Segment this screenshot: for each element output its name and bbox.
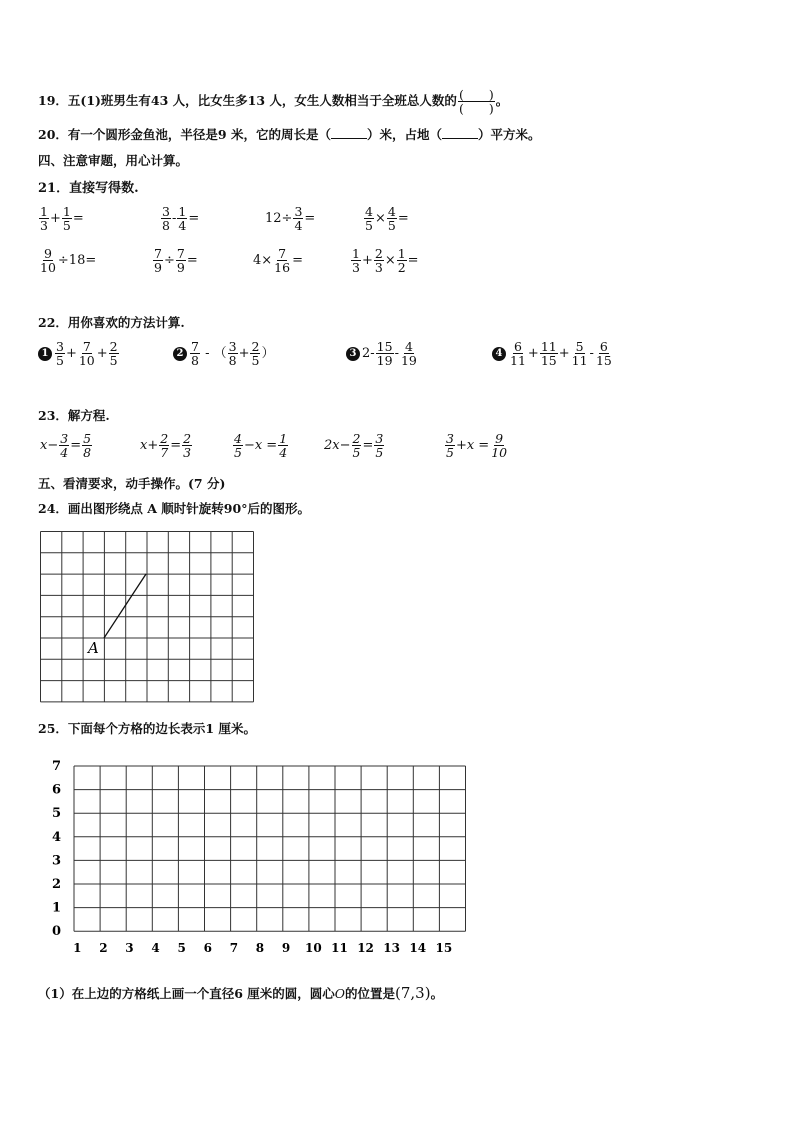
section-4-heading: 四、注意审题，用心计算。	[38, 153, 189, 168]
question-23-title: 23．解方程.	[38, 408, 110, 423]
math-operator: 2-	[362, 346, 375, 361]
numerator: 1	[352, 246, 360, 261]
shape-segment	[104, 574, 146, 638]
q23-eq-5	[444, 432, 509, 459]
q21-item	[265, 205, 315, 232]
numerator: 4	[234, 431, 242, 446]
item-number-badge: 4	[492, 347, 506, 361]
numerator: 2	[109, 339, 118, 354]
fraction	[153, 247, 163, 274]
x-axis-label: 3	[125, 941, 134, 955]
fraction	[397, 247, 407, 274]
math-operator: 4×	[253, 253, 273, 268]
numerator: 9	[495, 431, 504, 446]
numerator: 5	[83, 431, 92, 446]
numerator: 3	[446, 431, 454, 446]
numerator: 9	[43, 246, 52, 261]
math-operator: -	[589, 346, 594, 361]
denominator: 5	[387, 218, 396, 233]
q23-eq-4	[324, 432, 385, 459]
numerator: 3	[228, 339, 237, 354]
numerator: 4	[387, 204, 396, 219]
fraction	[352, 432, 362, 459]
x-axis-label: 4	[151, 941, 160, 955]
numerator: 3	[162, 204, 170, 219]
denominator: 8	[228, 353, 237, 368]
denominator: 3	[40, 218, 48, 233]
math-operator: ÷	[163, 253, 175, 268]
answer-blank[interactable]	[331, 127, 367, 139]
fraction	[176, 247, 186, 274]
denominator: 5	[56, 353, 64, 368]
fraction	[595, 340, 613, 367]
q21-item	[152, 247, 198, 274]
fraction	[250, 340, 260, 367]
math-operator: x+	[140, 438, 159, 453]
denominator: 10	[78, 353, 95, 368]
fraction	[182, 432, 192, 459]
fraction	[228, 340, 238, 367]
fraction	[55, 340, 65, 367]
denominator: 4	[60, 445, 69, 460]
question-20: 20．有一个圆形金鱼池，半径是9 米，它的周长是（ ）米，占地（ ）平方米。	[38, 127, 541, 142]
numerator: 3	[294, 204, 303, 219]
x-axis-label: 14	[409, 941, 427, 955]
denominator: 10	[491, 445, 508, 460]
fraction	[351, 247, 361, 274]
denominator: 8	[83, 445, 92, 460]
math-operator: +	[558, 346, 570, 361]
denominator: 7	[160, 445, 169, 460]
x-axis-label: 5	[177, 941, 186, 955]
math-operator: ÷18=	[57, 253, 97, 268]
x-axis-label: 11	[331, 941, 348, 955]
item-number-badge: 1	[38, 347, 52, 361]
math-operator: =	[292, 253, 303, 268]
q21-item	[160, 205, 199, 232]
coordinate-grid[interactable]	[38, 757, 488, 957]
fraction	[400, 340, 418, 367]
math-operator: +	[238, 346, 250, 361]
numerator: ( )	[458, 87, 494, 102]
denominator: 11	[571, 353, 588, 368]
numerator: 4	[404, 339, 413, 354]
q21-item	[363, 205, 409, 232]
numerator: 4	[365, 204, 373, 219]
denominator: 3	[352, 260, 360, 275]
fraction	[159, 432, 169, 459]
x-axis-label: 2	[99, 941, 108, 955]
q21-item	[38, 205, 84, 232]
math-operator: 2x−	[324, 438, 351, 453]
denominator: 4	[178, 218, 187, 233]
denominator: 5	[109, 353, 118, 368]
x-axis-label: 7	[229, 941, 239, 955]
denominator: 16	[274, 260, 291, 275]
question-25-part-1: （1）在上边的方格纸上画一个直径6 厘米的圆，圆心O的位置是(7,3)。	[38, 984, 444, 1002]
numerator: 3	[375, 431, 384, 446]
fraction	[233, 432, 243, 459]
denominator: ( )	[458, 101, 494, 116]
numerator: 15	[376, 339, 393, 354]
math-operator: +	[361, 253, 373, 268]
x-axis-label: 12	[357, 941, 374, 955]
numerator: 1	[397, 246, 406, 261]
x-axis-label: 9	[281, 941, 291, 955]
denominator: 3	[374, 260, 383, 275]
math-operator: =	[186, 253, 198, 268]
question-22-title: 22．用你喜欢的方法计算.	[38, 315, 185, 330]
denominator: 5	[375, 445, 384, 460]
item-number-badge: 2	[173, 347, 187, 361]
denominator: 15	[595, 353, 612, 368]
denominator: 9	[154, 260, 162, 275]
q21-item	[350, 247, 419, 274]
fraction	[273, 247, 291, 274]
y-axis-label: 4	[52, 829, 62, 845]
fraction	[376, 340, 394, 367]
denominator: 2	[397, 260, 406, 275]
denominator: 5	[62, 218, 71, 233]
question-25-title: 25．下面每个方格的边长表示1 厘米。	[38, 721, 256, 736]
fraction	[39, 205, 49, 232]
numerator: 7	[278, 246, 287, 261]
fraction	[387, 205, 397, 232]
denominator: 15	[540, 353, 557, 368]
y-axis-label: 3	[52, 853, 62, 869]
denominator: 11	[510, 353, 526, 368]
x-axis-label: 10	[305, 941, 322, 955]
math-operator: +	[65, 346, 77, 361]
denominator: 9	[176, 260, 185, 275]
fraction	[190, 340, 200, 367]
y-axis-label: 2	[52, 877, 62, 892]
denominator: 4	[279, 445, 288, 460]
fraction	[62, 205, 72, 232]
denominator: 8	[162, 218, 170, 233]
math-operator: ×	[384, 253, 396, 268]
fraction	[39, 247, 57, 274]
denominator: 19	[376, 353, 393, 368]
denominator: 8	[191, 353, 199, 368]
question-24-title: 24．画出图形绕点 A 顺时针旋转90°后的图形。	[38, 501, 310, 516]
math-operator: =	[170, 438, 182, 453]
x-axis-label: 15	[435, 941, 453, 955]
math-operator: +	[96, 346, 108, 361]
numerator: 2	[183, 431, 192, 446]
math-operator: 12÷	[265, 211, 293, 226]
numerator: 2	[160, 431, 169, 446]
q21-item	[38, 247, 96, 274]
q22-expr-2	[173, 340, 274, 367]
denominator: 5	[234, 445, 242, 460]
numerator: 2	[251, 339, 260, 354]
fraction	[571, 340, 589, 367]
fraction	[445, 432, 455, 459]
x-axis-label: 6	[203, 941, 212, 955]
numerator: 6	[599, 339, 608, 354]
rotation-grid[interactable]	[40, 531, 254, 703]
fraction	[78, 340, 96, 367]
x-axis-label: 13	[383, 941, 401, 955]
q21-item	[253, 247, 303, 274]
math-operator: - （	[200, 346, 227, 361]
math-operator: =	[304, 211, 316, 226]
fraction	[509, 340, 527, 367]
numerator: 5	[575, 339, 584, 354]
numerator: 1	[40, 204, 48, 219]
point-a-label: A	[88, 639, 99, 657]
x-axis-label: 8	[255, 941, 265, 955]
denominator: 5	[251, 353, 260, 368]
y-axis-label: 5	[52, 806, 62, 822]
math-operator: =	[70, 438, 82, 453]
fraction	[374, 432, 384, 459]
section-5-heading: 五、看清要求，动手操作。(7 分)	[38, 476, 226, 491]
denominator: 5	[352, 445, 361, 460]
math-operator: ）	[261, 346, 275, 361]
numerator: 7	[154, 246, 162, 261]
fraction	[161, 205, 171, 232]
math-operator: -	[394, 346, 399, 361]
fraction	[540, 340, 558, 367]
numerator: 3	[60, 431, 69, 446]
denominator: 19	[400, 353, 417, 368]
fraction	[364, 205, 374, 232]
y-axis-label: 1	[52, 900, 62, 916]
math-operator: -	[171, 211, 177, 226]
numerator: 7	[82, 339, 91, 354]
denominator: 5	[446, 445, 454, 460]
q23-eq-3	[232, 432, 289, 459]
fraction	[278, 432, 288, 459]
math-operator: +x =	[455, 438, 490, 453]
math-operator: =	[397, 211, 409, 226]
y-axis-label: 6	[52, 782, 62, 798]
q22-expr-4	[492, 340, 614, 367]
math-operator: =	[72, 211, 84, 226]
answer-blank[interactable]	[442, 127, 478, 139]
denominator: 5	[365, 218, 373, 233]
numerator: 1	[62, 204, 71, 219]
math-operator: +	[527, 346, 539, 361]
numerator: 7	[191, 339, 199, 354]
numerator: 3	[56, 339, 64, 354]
q23-eq-1	[40, 432, 93, 459]
denominator: 4	[294, 218, 303, 233]
question-21-title: 21．直接写得数.	[38, 181, 139, 196]
numerator: 11	[540, 339, 557, 354]
fraction	[374, 247, 384, 274]
math-operator: =	[362, 438, 374, 453]
fraction	[59, 432, 69, 459]
item-number-badge: 3	[346, 347, 360, 361]
y-axis-label: 0	[52, 924, 62, 940]
math-operator: +	[49, 211, 61, 226]
math-operator: −x =	[243, 438, 278, 453]
q23-eq-2	[140, 432, 193, 459]
fraction	[490, 432, 508, 459]
fraction	[293, 205, 303, 232]
fraction	[82, 432, 92, 459]
numerator: 7	[176, 246, 185, 261]
answer-fraction[interactable]	[458, 88, 495, 115]
math-operator: x−	[40, 438, 59, 453]
numerator: 2	[374, 246, 383, 261]
numerator: 1	[178, 204, 187, 219]
question-19: 19．五(1)班男生有43 人，比女生多13 人，女生人数相当于全班总人数的 $\frac{( )}{( )}$ 。	[38, 87, 509, 116]
fraction	[109, 340, 119, 367]
numerator: 2	[352, 431, 361, 446]
numerator: 1	[279, 431, 288, 446]
y-axis-label: 7	[52, 759, 62, 774]
math-operator: =	[407, 253, 419, 268]
x-axis-label: 1	[73, 941, 82, 955]
numerator: 6	[513, 339, 522, 354]
denominator: 3	[183, 445, 192, 460]
q22-expr-3	[346, 340, 419, 367]
q22-expr-1	[38, 340, 120, 367]
denominator: 10	[40, 260, 56, 275]
fraction	[177, 205, 187, 232]
math-operator: =	[188, 211, 200, 226]
math-operator: ×	[374, 211, 386, 226]
